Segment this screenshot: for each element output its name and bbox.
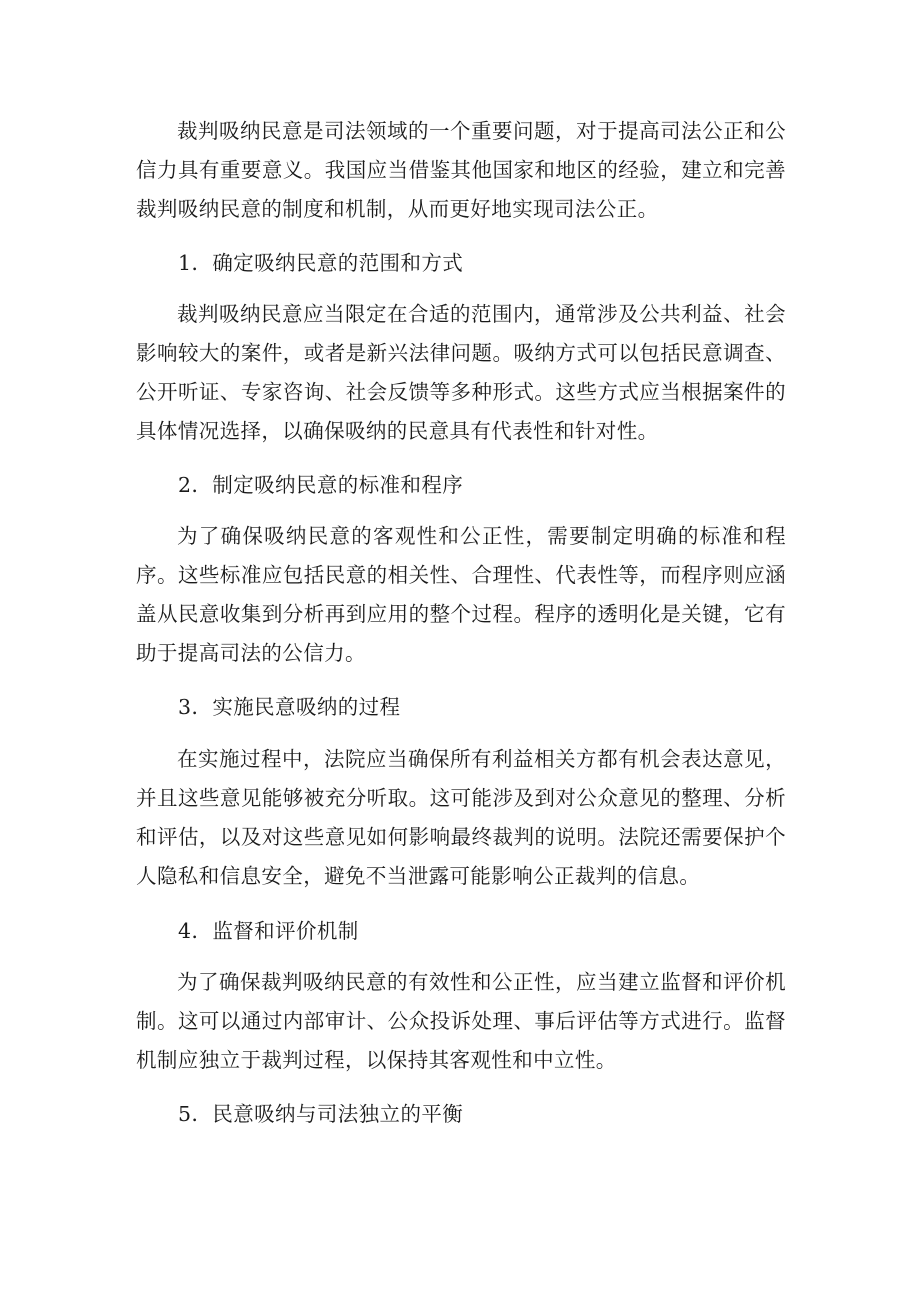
- intro-paragraph: 裁判吸纳民意是司法领域的一个重要问题，对于提高司法公正和公信力具有重要意义。我国应当借鉴其他国家和地区的经验，建立和完善裁判吸纳民意的制度和机制，从而更好地实现司法公正。: [136, 119, 786, 221]
- section-paragraph-1: 裁判吸纳民意应当限定在合适的范围内，通常涉及公共利益、社会影响较大的案件，或者是新兴法律问题。吸纳方式可以包括民意调查、公开听证、专家咨询、社会反馈等多种形式。这些方式应当根据案件的具体情况选择，以确保吸纳的民意具有代表性和针对性。: [136, 302, 786, 443]
- section-heading-3: 3．实施民意吸纳的过程: [178, 695, 401, 719]
- section-paragraph-2: 为了确保吸纳民意的客观性和公正性，需要制定明确的标准和程序。这些标准应包括民意的相关性、合理性、代表性等，而程序则应涵盖从民意收集到分析再到应用的整个过程。程序的透明化是关键，它有助于提高司法的公信力。: [136, 524, 786, 665]
- section-paragraph-4: 为了确保裁判吸纳民意的有效性和公正性，应当建立监督和评价机制。这可以通过内部审计、公众投诉处理、事后评估等方式进行。监督机制应独立于裁判过程，以保持其客观性和中立性。: [136, 970, 786, 1072]
- section-heading-5: 5．民意吸纳与司法独立的平衡: [178, 1102, 464, 1126]
- section-heading-4: 4．监督和评价机制: [178, 919, 359, 943]
- section-heading-1: 1．确定吸纳民意的范围和方式: [178, 251, 464, 275]
- section-paragraph-3: 在实施过程中，法院应当确保所有利益相关方都有机会表达意见，并且这些意见能够被充分听取。这可能涉及到对公众意见的整理、分析和评估，以及对这些意见如何影响最终裁判的说明。法院还需要保护个人隐私和信息安全，避免不当泄露可能影响公正裁判的信息。: [136, 747, 786, 888]
- section-heading-2: 2．制定吸纳民意的标准和程序: [178, 473, 464, 497]
